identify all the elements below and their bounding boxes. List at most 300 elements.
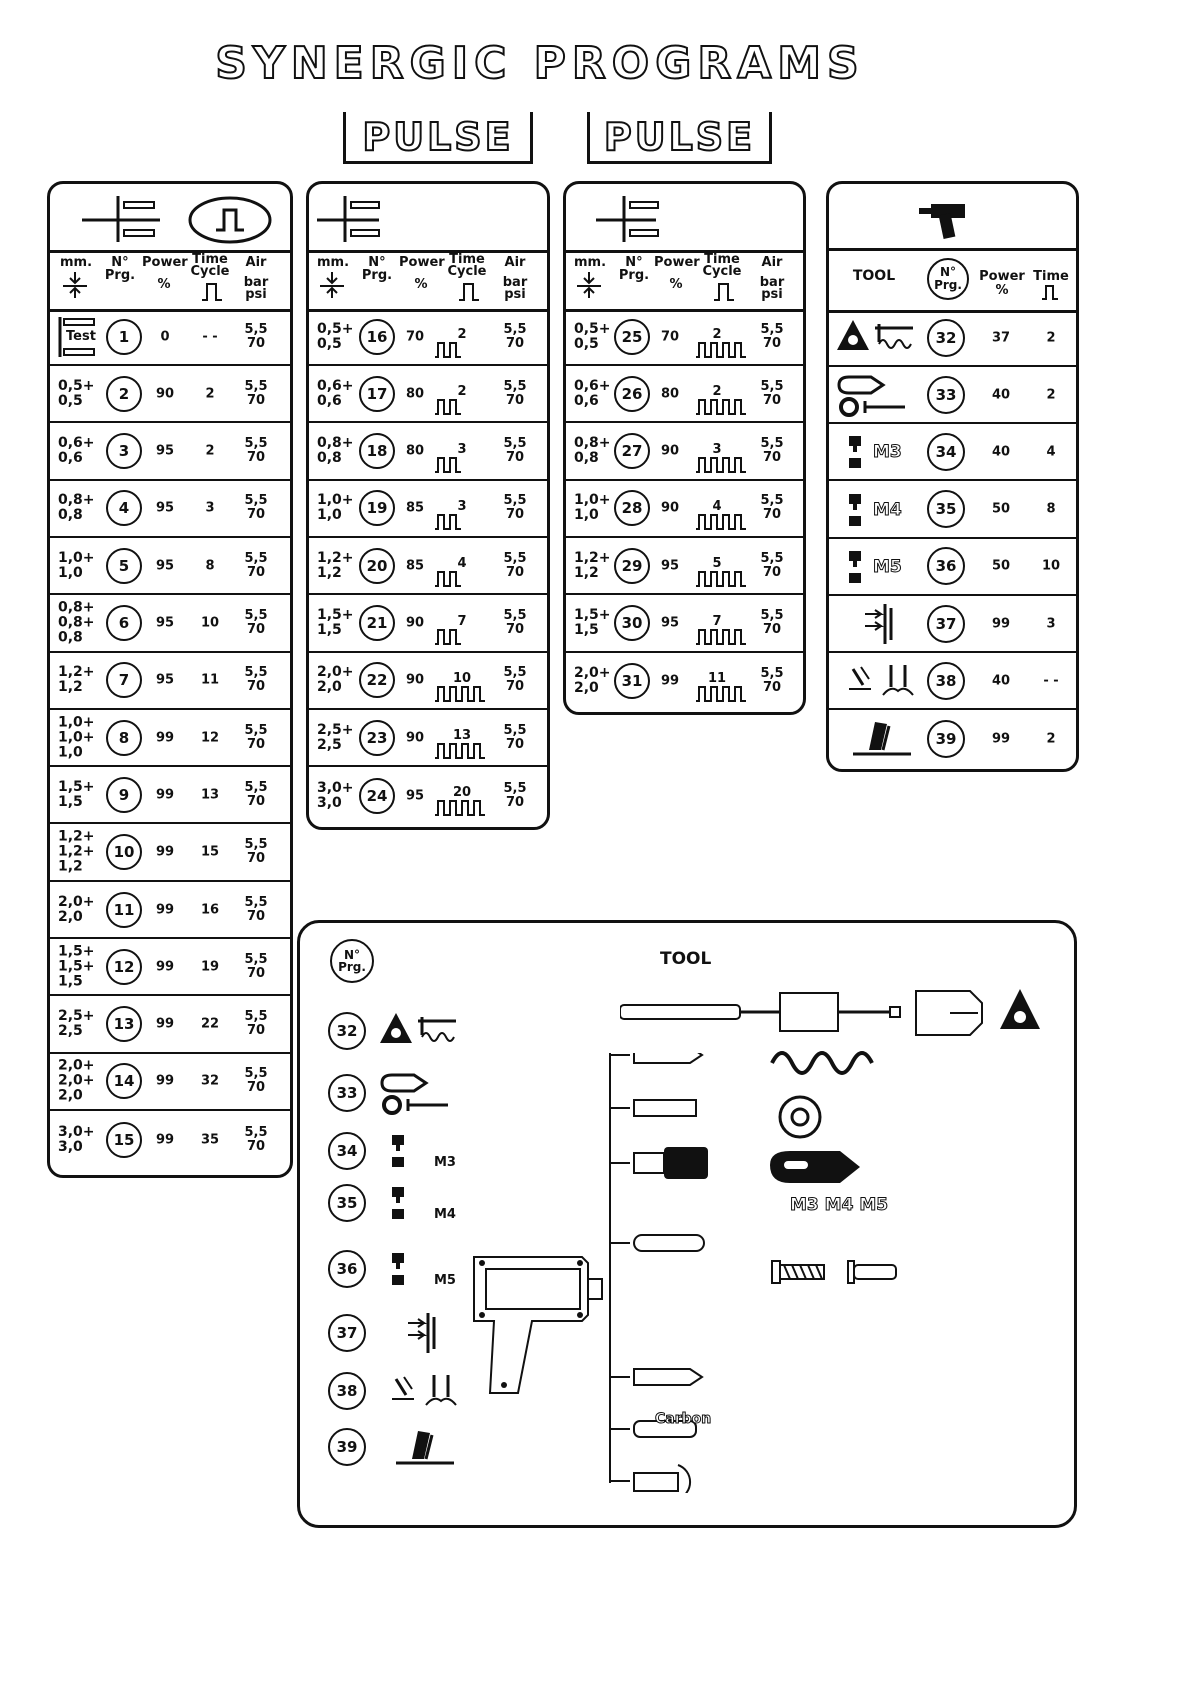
pulse-icon	[1041, 284, 1059, 300]
program-number: 30	[614, 605, 650, 641]
program-row	[309, 653, 547, 710]
air-psi: 70	[246, 736, 266, 752]
thickness-value: 2,0+ 2,0	[317, 664, 354, 696]
power-value: 40	[991, 387, 1011, 403]
header-nprg: N° Prg.	[618, 255, 650, 283]
power-value: 95	[660, 615, 680, 631]
pulse-train-icon	[694, 511, 748, 531]
program-number: 39	[927, 720, 965, 758]
program-number: 13	[106, 1006, 142, 1042]
washer-icon	[378, 1071, 458, 1119]
power-value: 50	[991, 501, 1011, 517]
washer-icon	[835, 373, 915, 421]
power-value: 80	[405, 443, 425, 459]
header-power: Power	[979, 269, 1025, 284]
time-value: 10	[200, 615, 220, 631]
time-value: 8	[205, 558, 215, 574]
weld-icon	[835, 716, 925, 764]
spot-gun-drawing	[472, 1253, 622, 1403]
program-number: 37	[927, 605, 965, 643]
air-bar: 5,5	[244, 722, 268, 738]
power-value: 90	[660, 500, 680, 516]
column-header	[50, 250, 290, 312]
power-value: 95	[660, 558, 680, 574]
program-number: 12	[106, 949, 142, 985]
air-bar: 5,5	[244, 894, 268, 910]
tool-row	[829, 310, 1076, 367]
air-psi: 70	[246, 851, 266, 867]
header-nprg: N° Prg.	[361, 255, 393, 283]
power-value: 99	[155, 1016, 175, 1032]
header-bar: bar	[759, 275, 785, 290]
stud-size-label: M3	[873, 442, 902, 463]
header-percent: %	[995, 283, 1009, 298]
time-value: 2	[1046, 330, 1056, 345]
program-number: 34	[927, 433, 965, 471]
air-bar: 5,5	[503, 608, 527, 623]
pulse-train-icon	[694, 568, 748, 588]
time-value: 13	[452, 728, 472, 744]
air-value	[236, 724, 276, 752]
air-bar: 5,5	[760, 608, 784, 623]
program-number: 15	[106, 1122, 142, 1158]
air-psi: 70	[246, 564, 266, 580]
time-value: 2	[457, 384, 467, 400]
program-number: 27	[614, 433, 650, 469]
air-bar: 5,5	[503, 321, 527, 337]
air-psi: 70	[505, 794, 525, 810]
header-psi: psi	[245, 287, 267, 302]
power-value: 85	[405, 500, 425, 516]
air-value	[236, 666, 276, 694]
pulse-train-icon	[433, 683, 487, 703]
header-bar: bar	[502, 275, 528, 290]
header-power: Power	[399, 255, 445, 270]
power-value: 99	[991, 731, 1011, 747]
column-header	[829, 248, 1076, 313]
power-value: 99	[155, 902, 175, 917]
air-bar: 5,5	[760, 550, 784, 566]
spot-weld-icon	[566, 184, 806, 250]
panel-header	[829, 184, 1076, 251]
air-value	[236, 609, 276, 637]
time-value: 3	[712, 441, 722, 457]
pulse-train-icon	[694, 396, 748, 416]
air-bar: 5,5	[760, 436, 784, 452]
thickness-value: 1,2+ 1,2	[574, 549, 611, 581]
program-row	[50, 710, 290, 767]
legend-program-number: 39	[328, 1428, 366, 1466]
power-value: 95	[155, 672, 175, 688]
program-row	[309, 710, 547, 767]
header-percent: %	[669, 277, 683, 292]
air-bar: 5,5	[244, 779, 268, 795]
air-psi: 70	[762, 392, 782, 408]
air-bar: 5,5	[760, 666, 784, 682]
program-number: 19	[359, 490, 395, 526]
thickness-value: 1,5+ 1,5	[58, 778, 95, 810]
program-row	[566, 481, 803, 538]
header-cycle: Cycle	[190, 264, 230, 279]
air-bar: 5,5	[244, 837, 268, 853]
air-psi: 70	[762, 335, 782, 351]
header-power: Power	[142, 255, 188, 270]
air-value	[236, 437, 276, 465]
air-psi: 70	[246, 965, 266, 981]
column-header	[566, 250, 803, 312]
pulse-train-icon	[433, 511, 463, 531]
header-nprg: N° Prg.	[104, 255, 136, 283]
spot-gun-icon	[829, 184, 1079, 248]
pulse-train-icon	[433, 568, 463, 588]
accessories-icons	[770, 1043, 1070, 1343]
test-label: Test	[66, 329, 96, 344]
program-number: 18	[359, 433, 395, 469]
pulse-train-icon	[433, 454, 463, 474]
air-value	[495, 609, 535, 637]
air-psi: 70	[762, 622, 782, 637]
time-value: 11	[200, 672, 220, 688]
air-bar: 5,5	[244, 493, 268, 509]
air-bar: 5,5	[503, 378, 527, 394]
time-value: 7	[457, 613, 467, 629]
thickness-value: 1,0+ 1,0	[317, 492, 354, 524]
air-value	[236, 323, 276, 351]
time-value: 3	[205, 500, 215, 516]
time-value: 16	[200, 902, 220, 917]
program-number: 26	[614, 376, 650, 412]
program-row	[309, 481, 547, 538]
header-power: Power	[654, 255, 700, 270]
legend-program-number: 36	[328, 1250, 366, 1288]
air-bar: 5,5	[244, 665, 268, 681]
air-bar: 5,5	[244, 1066, 268, 1082]
power-value: 80	[405, 386, 425, 402]
power-value: 90	[405, 730, 425, 746]
air-psi: 70	[246, 622, 266, 637]
air-bar: 5,5	[244, 1009, 268, 1025]
power-value: 50	[991, 558, 1011, 574]
panel-header	[50, 184, 290, 253]
thickness-value: 3,0+ 3,0	[317, 779, 354, 811]
program-number: 2	[106, 376, 142, 412]
time-value: 3	[1046, 616, 1056, 631]
thickness-value: 2,5+ 2,5	[317, 721, 354, 753]
air-psi: 70	[762, 450, 782, 466]
time-value: 35	[200, 1132, 220, 1148]
power-value: 99	[155, 844, 175, 860]
air-bar: 5,5	[503, 780, 527, 796]
program-number: 24	[359, 778, 395, 814]
program-number: 25	[614, 319, 650, 355]
program-row	[50, 424, 290, 481]
time-value: 20	[452, 785, 472, 801]
pulse-train-icon	[694, 339, 748, 359]
header-tool: TOOL	[852, 268, 896, 284]
power-value: 37	[991, 330, 1011, 345]
tool-row	[829, 653, 1076, 710]
thickness-value: 0,5+ 0,5	[317, 320, 354, 352]
program-panel-standard	[47, 181, 293, 1178]
legend-nprg-circle	[330, 939, 374, 983]
power-value: 40	[991, 444, 1011, 460]
program-row	[566, 538, 803, 595]
panel-header	[309, 184, 547, 253]
time-value: 2	[457, 327, 467, 342]
power-value: 99	[155, 959, 175, 975]
program-number: 29	[614, 548, 650, 584]
thickness-arrows-icon	[574, 270, 604, 300]
program-panel-tools	[826, 181, 1079, 772]
power-value: 40	[991, 673, 1011, 689]
air-psi: 70	[505, 392, 525, 408]
air-value	[236, 838, 276, 866]
air-psi: 70	[246, 450, 266, 466]
time-value: 2	[205, 443, 215, 459]
program-number: 10	[106, 834, 142, 870]
tool-row	[829, 596, 1076, 653]
program-row	[566, 309, 803, 366]
page-title: SYNERGIC PROGRAMS	[215, 38, 865, 89]
time-value: 22	[200, 1016, 220, 1032]
program-row	[50, 481, 290, 538]
air-value	[236, 781, 276, 809]
header-nprg: N° Prg.	[934, 265, 962, 292]
thickness-value: 0,8+ 0,8	[574, 435, 611, 467]
air-value	[495, 666, 535, 694]
pulse-train-icon	[433, 797, 487, 817]
pulse-icon	[200, 280, 224, 302]
program-row	[309, 767, 547, 824]
legend-size-label: M3	[434, 1155, 456, 1170]
time-value: 12	[200, 730, 220, 746]
air-value	[495, 552, 535, 580]
time-value: 10	[1041, 558, 1061, 574]
thickness-value: 2,0+ 2,0+ 2,0	[58, 1057, 95, 1104]
header-mm: mm.	[573, 255, 607, 270]
program-number: 6	[106, 605, 142, 641]
air-psi: 70	[505, 622, 525, 637]
program-row	[566, 596, 803, 653]
column-header	[309, 250, 547, 312]
time-value: 5	[712, 556, 722, 572]
program-number: 4	[106, 490, 142, 526]
air-value	[236, 380, 276, 408]
header-air: Air	[761, 255, 783, 270]
program-row	[50, 596, 290, 653]
pulse-label-1: PULSE	[343, 112, 533, 164]
thickness-value: 0,8+ 0,8+ 0,8	[58, 599, 95, 646]
air-value	[236, 1067, 276, 1095]
power-value: 0	[160, 329, 170, 344]
air-value	[236, 1010, 276, 1038]
thickness-value: 1,0+ 1,0+ 1,0	[58, 714, 95, 761]
time-value: 2	[712, 327, 722, 342]
time-value: 2	[205, 386, 215, 402]
air-psi: 70	[246, 908, 266, 924]
program-row	[50, 939, 290, 996]
program-row	[50, 1054, 290, 1111]
header-percent: %	[414, 277, 428, 292]
power-value: 95	[405, 788, 425, 804]
thickness-value: 1,2+ 1,2	[58, 664, 95, 696]
thickness-value: 0,6+ 0,6	[58, 435, 95, 467]
time-value: 32	[200, 1073, 220, 1089]
air-psi: 70	[246, 793, 266, 809]
thickness-value: 1,5+ 1,5	[574, 607, 611, 638]
tool-row	[829, 482, 1076, 539]
thickness-value: 1,0+ 1,0	[58, 549, 95, 581]
air-value	[236, 896, 276, 924]
program-number: 38	[927, 662, 965, 700]
air-psi: 70	[246, 1138, 266, 1154]
legend-tool-title: TOOL	[660, 949, 712, 969]
thickness-value: 0,6+ 0,6	[574, 377, 611, 409]
power-value: 95	[155, 443, 175, 459]
program-row	[50, 825, 290, 882]
pulse-train-icon	[694, 626, 748, 646]
thickness-arrows-icon	[60, 270, 90, 300]
thickness-value: 1,0+ 1,0	[574, 492, 611, 524]
program-row	[50, 767, 290, 824]
program-row	[566, 424, 803, 481]
air-bar: 5,5	[244, 1124, 268, 1140]
header-time: Time	[192, 252, 228, 267]
power-value: 90	[660, 443, 680, 459]
air-value	[752, 609, 792, 637]
air-bar: 5,5	[760, 321, 784, 337]
program-number: 23	[359, 720, 395, 756]
air-psi: 70	[762, 680, 782, 696]
program-number: 14	[106, 1063, 142, 1099]
tool-legend-panel	[297, 920, 1077, 1528]
air-value	[752, 552, 792, 580]
program-row	[50, 1111, 290, 1168]
header-nprg-circle	[927, 258, 969, 300]
tool-row	[829, 367, 1076, 424]
air-psi: 70	[246, 392, 266, 408]
power-value: 90	[405, 672, 425, 688]
air-value	[752, 323, 792, 351]
program-number: 11	[106, 892, 142, 928]
thickness-value: 0,8+ 0,8	[317, 435, 354, 467]
pulse-train-icon	[694, 454, 748, 474]
legend-nprg: N° Prg.	[338, 948, 366, 974]
time-value: 19	[200, 959, 220, 975]
program-panel-pulse-3	[563, 181, 806, 715]
tool-row	[829, 710, 1076, 767]
header-psi: psi	[761, 287, 783, 302]
stud-size-label: M5	[873, 556, 902, 577]
air-bar: 5,5	[244, 436, 268, 452]
thickness-value: 1,2+ 1,2+ 1,2	[58, 828, 95, 875]
legend-program-number: 38	[328, 1372, 366, 1410]
test-icon	[54, 315, 102, 359]
air-bar: 5,5	[503, 493, 527, 509]
air-bar: 5,5	[244, 608, 268, 623]
thickness-value: 0,8+ 0,8	[58, 492, 95, 524]
program-row	[50, 538, 290, 595]
carbon-label: Carbon	[655, 1411, 712, 1427]
header-cycle: Cycle	[702, 264, 742, 279]
program-number: 31	[614, 663, 650, 699]
time-value: 13	[200, 787, 220, 803]
air-value	[752, 667, 792, 695]
legend-program-number: 34	[328, 1132, 366, 1170]
time-value: 11	[707, 670, 727, 686]
thickness-value: 3,0+ 3,0	[58, 1123, 95, 1155]
program-number: 20	[359, 548, 395, 584]
header-psi: psi	[504, 287, 526, 302]
spot-weld-icon	[309, 184, 549, 250]
program-number: 28	[614, 490, 650, 526]
air-bar: 5,5	[503, 665, 527, 681]
air-psi: 70	[505, 564, 525, 580]
power-value: 99	[155, 730, 175, 746]
thickness-value: 1,5+ 1,5	[317, 607, 354, 638]
thickness-value: 2,5+ 2,5	[58, 1008, 95, 1040]
time-value: - -	[202, 329, 218, 344]
pulse-train-icon	[433, 740, 487, 760]
power-value: 90	[405, 615, 425, 631]
header-cycle: Cycle	[447, 264, 487, 279]
program-row	[50, 309, 290, 366]
power-value: 99	[155, 787, 175, 803]
air-bar: 5,5	[760, 378, 784, 394]
air-bar: 5,5	[503, 550, 527, 566]
air-psi: 70	[505, 736, 525, 752]
time-value: 2	[1046, 387, 1056, 403]
time-value: 7	[712, 613, 722, 629]
air-psi: 70	[246, 507, 266, 523]
pulse-train-icon	[433, 626, 463, 646]
air-psi: 70	[505, 450, 525, 466]
shrink-icon	[378, 1311, 458, 1359]
air-value	[495, 323, 535, 351]
tool-row	[829, 539, 1076, 596]
spot-weld-pulse-icon	[50, 184, 290, 250]
program-number: 32	[927, 319, 965, 357]
thickness-value: 0,6+ 0,6	[317, 377, 354, 409]
air-value	[495, 380, 535, 408]
panel-header	[566, 184, 803, 253]
time-value: 4	[1046, 444, 1056, 460]
program-number: 3	[106, 433, 142, 469]
program-row	[50, 653, 290, 710]
thickness-value: 0,5+ 0,5	[58, 377, 95, 409]
program-number: 17	[359, 376, 395, 412]
legend-size-label: M5	[434, 1273, 456, 1288]
air-value	[495, 782, 535, 810]
pulse-icon	[457, 280, 481, 302]
power-value: 99	[991, 616, 1011, 631]
pulse-train-icon	[433, 396, 463, 416]
time-value: 8	[1046, 501, 1056, 517]
carbon-icon	[378, 1369, 468, 1417]
legend-program-number: 35	[328, 1184, 366, 1222]
program-row	[566, 366, 803, 423]
header-mm: mm.	[316, 255, 350, 270]
time-value: 15	[200, 844, 220, 860]
power-value: 90	[155, 386, 175, 402]
header-mm: mm.	[59, 255, 93, 270]
star-puller-icon	[835, 316, 915, 360]
header-time: Time	[704, 252, 740, 267]
time-value: - -	[1043, 673, 1059, 689]
program-number: 5	[106, 548, 142, 584]
air-bar: 5,5	[244, 378, 268, 394]
star-puller-icon	[378, 1009, 458, 1053]
